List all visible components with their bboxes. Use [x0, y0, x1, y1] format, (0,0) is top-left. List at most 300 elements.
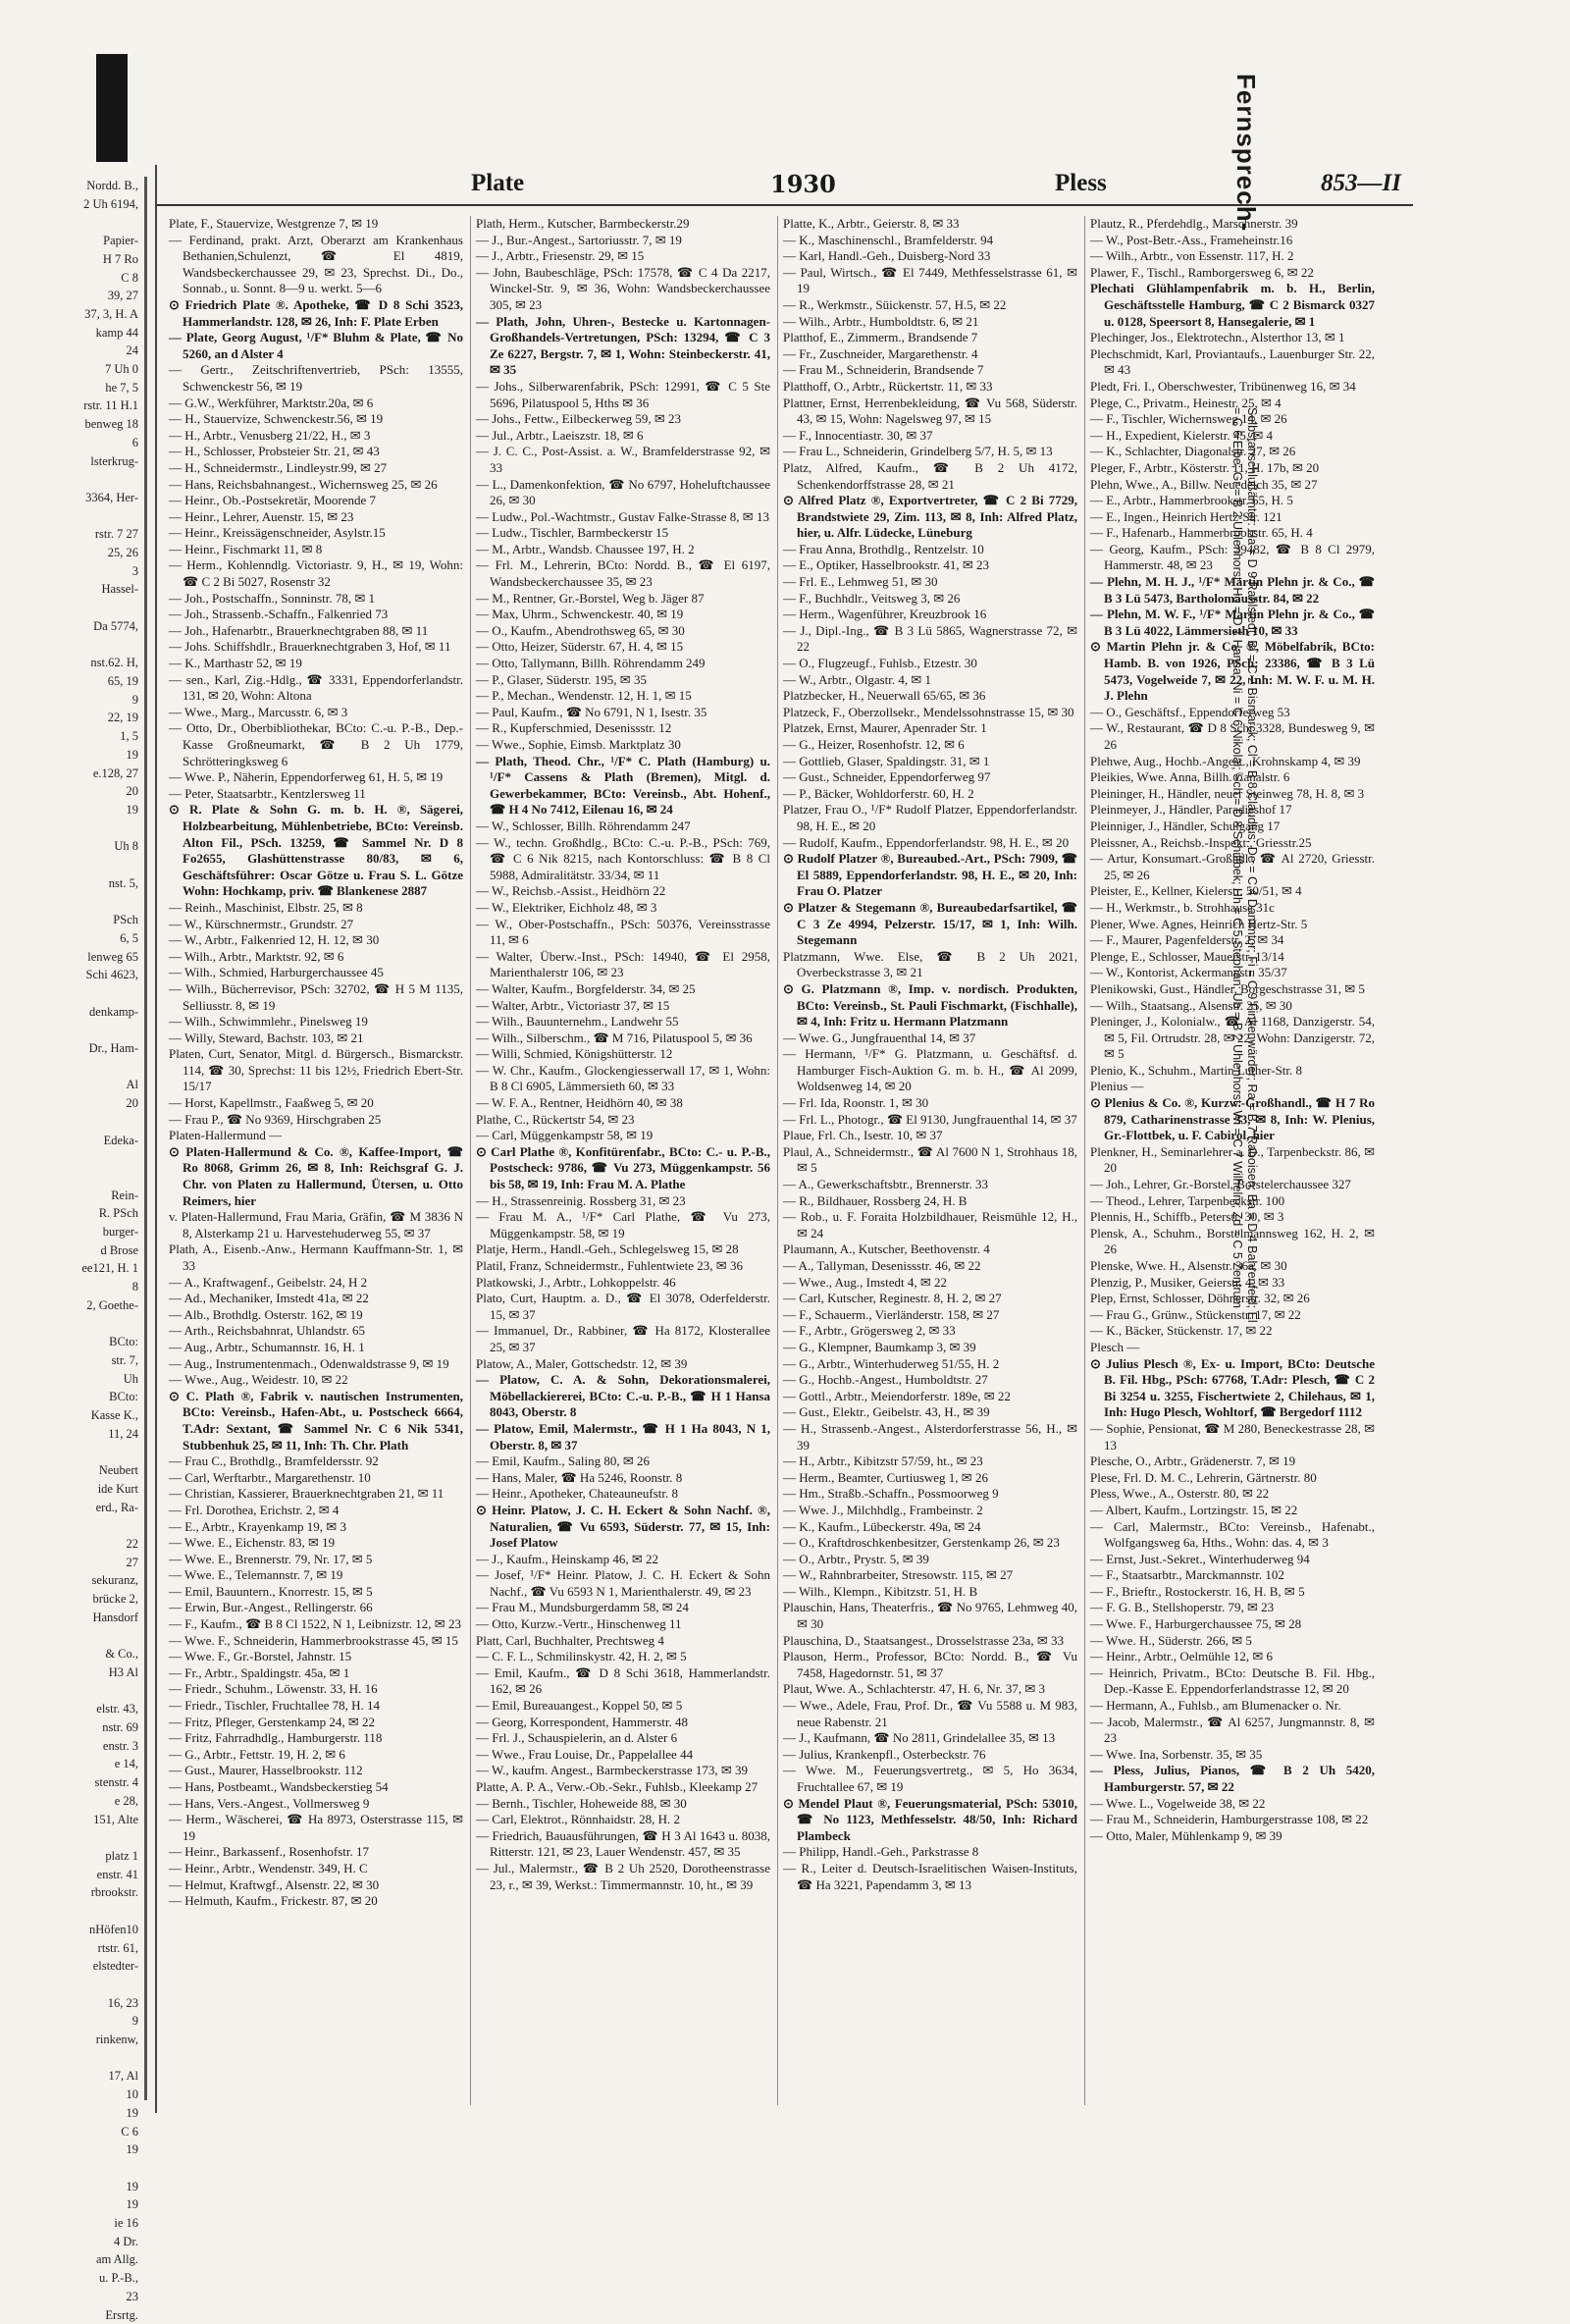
prev-page-line [0, 1902, 138, 1921]
directory-entry: — Frl. Ida, Roonstr. 1, ✉ 30 [783, 1095, 929, 1111]
prev-page-line: 17, Al [108, 2069, 138, 2084]
directory-entry: Pledt, Fri. I., Oberschwester, Tribünenweg 16, ✉ 34 [1090, 378, 1356, 394]
directory-entry: — Wilh., Arbtr., Humboldtstr. 6, ✉ 21 [783, 313, 979, 329]
directory-entry: — Reinh., Maschinist, Elbstr. 25, ✉ 8 [169, 899, 363, 915]
directory-entry: — F., Staatsarbtr., Marckmannstr. 102 [1090, 1567, 1284, 1583]
directory-entry: — Peter, Staatsarbtr., Kentzlersweg 11 [169, 785, 366, 801]
directory-entry: Plechinger, Jos., Elektrotechn., Alsterthor 13, ✉ 1 [1090, 330, 1345, 345]
directory-entry: — Christian, Kassierer, Brauerknechtgraben 21, ✉ 11 [169, 1486, 445, 1502]
directory-entry: — Ernst, Just.-Sekret., Winterhuderweg 94 [1090, 1551, 1310, 1566]
directory-entry: — W., techn. Großhdlg., BCto: C.-u. P.-B., PSch: 769, ☎ C 6 Nik 8215, nach Kontorschluss: ☎ B 8 Cl 5988, Admiralitätstr. 33/34, ✉ 11 [476, 834, 770, 882]
prev-page-line: elstr. 43, [96, 1702, 138, 1717]
directory-entry: — Wwe. F., Harburgerchaussee 75, ✉ 28 [1090, 1616, 1302, 1632]
directory-entry: — Helmut, Kraftwgf., Alsenstr. 22, ✉ 30 [169, 1876, 380, 1892]
directory-entry: — Emil, Bureauangest., Koppel 50, ✉ 5 [476, 1698, 683, 1714]
prev-page-line: Uh [123, 1371, 138, 1386]
directory-entry: ⊙ C. Plath ®, Fabrik v. nautischen Instrumenten, BCto: Vereinsb., Hafen-Abt., u. Postscheck 6664, T.Adr: Sextant, ☎ Sammel Nr. C 6 Nik 5341, Stubbenhuk 25, ✉ 11, Inh: Th. Chr. Plath [169, 1388, 463, 1452]
directory-entry: — F., Brieftr., Rostockerstr. 16, H. B, ✉ 5 [1090, 1583, 1305, 1599]
directory-entry: Pleissner, A., Reichsb.-Inspekt., Griesstr.25 [1090, 834, 1312, 850]
directory-entry: — Jul., Arbtr., Laeiszstr. 18, ✉ 6 [476, 427, 644, 443]
directory-entry: Pleinmeyer, J., Händler, Paradieshof 17 [1090, 802, 1292, 818]
directory-entry: — Friedrich, Bauausführungen, ☎ H 3 Al 1643 u. 8038, Ritterstr. 121, ✉ 23, Lauer Wendenstr. 457, ✉ 35 [476, 1827, 770, 1860]
prev-page-line: 25, 26 [107, 546, 138, 560]
directory-entry: Plate, F., Stauervize, Westgrenze 7, ✉ 19 [169, 216, 379, 231]
directory-entry: Plautz, R., Pferdehdlg., Marschnerstr. 39 [1090, 216, 1298, 231]
prev-page-line: nst. 5, [108, 875, 138, 890]
prev-page-line [0, 1627, 138, 1646]
prev-page-line: 19 [126, 747, 138, 762]
header-first-name: Plate [471, 170, 525, 196]
directory-entry: — Gottlieb, Glaser, Spaldingstr. 31, ✉ 1 [783, 753, 990, 768]
prev-page-line: 4 Dr. [114, 2234, 138, 2248]
directory-entry: — W., Arbtr., Falkenried 12, H. 12, ✉ 30 [169, 932, 380, 948]
directory-entry: — Jacob, Malermstr., ☎ Al 6257, Jungmannstr. 8, ✉ 23 [1090, 1714, 1375, 1746]
directory-entry: — Immanuel, Dr., Rabbiner, ☎ Ha 8172, Klosterallee 25, ✉ 37 [476, 1323, 770, 1354]
directory-entry: Plep, Ernst, Schlosser, Döhnerstr. 32, ✉ 26 [1090, 1291, 1310, 1306]
directory-entry: — Alb., Brothdlg. Osterstr. 162, ✉ 19 [169, 1306, 363, 1322]
prev-page-line: 6, 5 [120, 930, 138, 945]
directory-entry: ⊙ G. Platzmann ®, Imp. v. nordisch. Produkten, BCto: Vereinsb., St. Pauli Fischmarkt, (Fischhalle), ✉ 4, Inh: Fritz u. Hermann Platzmann [783, 980, 1077, 1030]
prev-page-line: enstr. 3 [102, 1738, 138, 1753]
prev-page-line: Hansdorf [92, 1610, 138, 1624]
prev-page-line: rbrookstr. [90, 1885, 138, 1900]
directory-entry: Plenio, K., Schuhm., Martin Luther-Str. 8 [1090, 1062, 1303, 1078]
prev-page-line: Schi 4623, [85, 968, 138, 982]
directory-entry: — Frl. M., Lehrerin, BCto: Nordd. B., ☎ El 6197, Wandsbeckerchaussee 35, ✉ 23 [476, 557, 770, 590]
directory-entry: — H., Arbtr., Kibitzstr 57/59, ht., ✉ 23 [783, 1453, 983, 1469]
directory-entry: — Plath, Theod. Chr., ¹/F* C. Plath (Hamburg) u. ¹/F* Cassens & Plath (Bremen), Mitgl. d. Gewerbekammer, BCto: Vereinsb., Abt. Hohenf., ☎ H 4 No 7412, Eilenau 16, ✉ 24 [476, 753, 770, 818]
directory-entry: — J., Kaufm., Heinskamp 46, ✉ 22 [476, 1551, 659, 1566]
directory-entry: — Wwe., Frau Louise, Dr., Pappelallee 44 [476, 1746, 694, 1762]
directory-entry: — Horst, Kapellmstr., Faaßweg 5, ✉ 20 [169, 1095, 374, 1111]
prev-page-line: stenstr. 4 [94, 1775, 138, 1790]
directory-entry: — W., Ober-Postschaffn., PSch: 50376, Vereinsstrasse 11, ✉ 6 [476, 916, 770, 948]
directory-entry: — O., Arbtr., Prystr. 5, ✉ 39 [783, 1551, 929, 1566]
directory-entry: Plenzig, P., Musiker, Geierstr. 4, ✉ 33 [1090, 1274, 1285, 1290]
prev-page-line: 39, 27 [107, 289, 138, 303]
directory-entry: — R., Kupferschmied, Desenissstr. 12 [476, 720, 672, 736]
directory-entry: — Aug., Arbtr., Schumannstr. 16, H. 1 [169, 1339, 365, 1354]
prev-page-line [0, 1021, 138, 1039]
prev-page-line: Rein- [111, 1188, 138, 1202]
directory-entry: Pless, Wwe., A., Osterstr. 80, ✉ 22 [1090, 1486, 1270, 1502]
prev-page-line: platz 1 [105, 1848, 138, 1863]
directory-entry: Platje, Herm., Handl.-Geh., Schlegelsweg 15, ✉ 28 [476, 1241, 739, 1257]
directory-entry: — Wwe. G., Jungfrauenthal 14, ✉ 37 [783, 1030, 976, 1045]
prev-page-line [0, 1828, 138, 1847]
directory-entry: Pleister, E., Kellner, Kielerstr. 50/51, ✉ 4 [1090, 883, 1302, 899]
directory-entry: — Johs. Schiffshdlr., Brauerknechtgraben 3, Hof, ✉ 11 [169, 639, 451, 655]
previous-page-fragment [0, 177, 147, 2322]
directory-entry: — Wwe., Sophie, Eimsb. Marktplatz 30 [476, 737, 681, 752]
directory-entry: — Wwe., Aug., Weidestr. 10, ✉ 22 [169, 1372, 348, 1388]
directory-entry: Plenske, Wwe. H., Alsenstr. 36a, ✉ 30 [1090, 1258, 1287, 1273]
directory-entry: — F., Tischler, Wichernsweg 14, ✉ 26 [1090, 411, 1287, 427]
directory-entry: — Fr., Zuschneider, Margarethenstr. 4 [783, 345, 978, 361]
directory-entry: — Heinr., Ob.-Postsekretär, Moorende 7 [169, 493, 377, 508]
directory-entry: — F., Arbtr., Grögersweg 2, ✉ 33 [783, 1323, 956, 1339]
prev-page-line: C 8 [121, 270, 138, 285]
directory-entry: Plawer, F., Tischl., Ramborgersweg 6, ✉ 22 [1090, 264, 1314, 280]
directory-entry: — M., Rentner, Gr.-Borstel, Weg b. Jäger 87 [476, 590, 705, 606]
directory-entry: — P., Bäcker, Wohldorferstr. 60, H. 2 [783, 785, 974, 801]
directory-entry: Platzer, Frau O., ¹/F* Rudolf Platzer, Eppendorferlandstr. 98, H. E., ✉ 20 [783, 802, 1077, 833]
directory-entry: — Gust., Maurer, Hasselbrookstr. 112 [169, 1763, 363, 1778]
directory-entry: Platzeck, F., Oberzollsekr., Mendelssohnstrasse 15, ✉ 30 [783, 704, 1074, 719]
prev-page-line: d Brose [100, 1242, 138, 1257]
directory-entry: — Frau M. A., ¹/F* Carl Plathe, ☎ Vu 273, Müggenkampstr. 58, ✉ 19 [476, 1209, 770, 1241]
directory-entry: — Herm., Wagenführer, Kreuzbrook 16 [783, 607, 987, 622]
prev-page-line: 19 [126, 2105, 138, 2120]
directory-entry: — Heinr., Barkassenf., Rosenhofstr. 17 [169, 1844, 370, 1860]
directory-entry: — Wwe., Adele, Frau, Prof. Dr., ☎ Vu 5588 u. M 983, neue Rabenstr. 21 [783, 1698, 1077, 1729]
directory-entry: — Hm., Straßb.-Schaffn., Possmoorweg 9 [783, 1486, 999, 1502]
directory-entry: Pleininger, H., Händler, neuer Steinweg 78, H. 8, ✉ 3 [1090, 785, 1365, 801]
directory-entry: Plauschina, D., Staatsangest., Drosselstrasse 23a, ✉ 33 [783, 1632, 1065, 1648]
directory-entry: — Joh., Postschaffn., Sonninstr. 78, ✉ 1 [169, 590, 375, 606]
prev-page-line: 2 Uh 6194, [83, 196, 138, 211]
directory-entry: — Frl. Dorothea, Erichstr. 2, ✉ 4 [169, 1502, 340, 1517]
directory-entry: Plathe, C., Rückertstr 54, ✉ 23 [476, 1111, 635, 1127]
directory-entry: — Platow, C. A. & Sohn, Dekorationsmalerei, Möbellackiererei, BCto: C.-u. P.-B., ☎ H 1 Hansa 8043, Oberstr. 8 [476, 1372, 770, 1420]
directory-entry: — W. F. A., Rentner, Heidhörn 40, ✉ 38 [476, 1095, 683, 1111]
directory-entry: — F., Innocentiastr. 30, ✉ 37 [783, 427, 933, 443]
prev-page-line: 22, 19 [107, 711, 138, 725]
directory-entry: ⊙ Platen-Hallermund & Co. ®, Kaffee-Import, ☎ Ro 8068, Grimm 26, ✉ 8, Inh: Reichsgraf G. J. Chr. von Platen zu Hallermund, Ütersen, u. Otto Reimers, hier [169, 1143, 463, 1208]
directory-entry: Plenius — [1090, 1079, 1144, 1094]
directory-entry: — Heinrich, Privatm., BCto: Deutsche B. Fil. Hbg., Dep.-Kasse E. Eppendorferlandstrasse 12, ✉ 20 [1090, 1664, 1375, 1697]
prev-page-line [0, 2159, 138, 2178]
directory-entry: — W., Arbtr., Olgastr. 4, ✉ 1 [783, 671, 932, 687]
directory-entry: — Walter, Kaufm., Borgfelderstr. 34, ✉ 25 [476, 980, 696, 996]
directory-entry: Platkowski, J., Arbtr., Lohkoppelstr. 46 [476, 1274, 676, 1290]
directory-entry: ⊙ Mendel Plaut ®, Feuerungsmaterial, PSch: 53010, ☎ No 1123, Methfesselstr. 48/50, Inh: Richard Plambeck [783, 1795, 1077, 1843]
directory-entry: — Gertr., Zeitschriftenvertrieb, PSch: 13555, Schwenckestr 56, ✉ 19 [169, 362, 463, 394]
directory-entry: — Herm., Beamter, Curtiusweg 1, ✉ 26 [783, 1469, 988, 1485]
directory-entry: — Hans, Maler, ☎ Ha 5246, Roonstr. 8 [476, 1469, 683, 1485]
header-page-number: 853—II [1321, 170, 1401, 196]
prev-page-line: lsterkrug- [90, 453, 138, 468]
directory-entry: — F., Kaufm., ☎ B 8 Cl 1522, N 1, Leibnizstr. 12, ✉ 23 [169, 1616, 461, 1632]
directory-entry: — Theod., Lehrer, Tarpenbeckstr. 100 [1090, 1192, 1285, 1208]
prev-page-line: 19 [126, 2197, 138, 2212]
directory-entry: — E., Ingen., Heinrich Hertz-Str. 121 [1090, 508, 1282, 524]
prev-page-line: Neubert [98, 1463, 138, 1478]
directory-entry: Platz, Alfred, Kaufm., ☎ B 2 Uh 4172, Schenkendorffstrasse 28, ✉ 21 [783, 459, 1077, 492]
prev-page-line: Nordd. B., [86, 179, 138, 192]
directory-entry: — Heinr., Lehrer, Auenstr. 15, ✉ 23 [169, 508, 354, 524]
prev-page-line: sekuranz, [91, 1573, 138, 1588]
side-tab-legend: Selbstanschlußämter: Ha = D 9 Rahlstedt; Bl = C 2 Bismarck; Cl = B 8 Claudius; De = C 4 Dammtor; Fi = C 9 Finkenwärder; Ra = B 7 Raboisen; Ba = D 4 Bahrenfeld; El = C 6 Elbe; Gr = B 2 Uhlenhorst; Ho = D 1 Hansa; Ni = C 6 Nikolai; Sch = D 8 Schiffbek; Hh = C 5 Stephan; Ub = B 2 Uhlenhorst; Wi = C 7 Wilhelm; Zd = C 5 Zentrum [1230, 407, 1259, 1323]
directory-entry: — Frau G., Grünw., Stückenstr. 17, ✉ 22 [1090, 1306, 1301, 1322]
directory-entry: — Plehn, M. W. F., ¹/F* Martin Plehn jr. & Co., ☎ B 3 Lü 4022, Lämmersieth 10, ✉ 33 [1090, 607, 1375, 638]
directory-entry: — G.W., Werkführer, Marktstr.20a, ✉ 6 [169, 395, 374, 410]
directory-entry: Pleinniger, J., Händler, Schulgang 17 [1090, 818, 1281, 833]
directory-entry: — Johs., Fettw., Eilbeckerweg 59, ✉ 23 [476, 411, 681, 427]
prev-page-line: BCto: [109, 1390, 138, 1404]
column-2 [476, 216, 770, 2105]
prev-page-line: kamp 44 [95, 325, 138, 340]
prev-page-line [0, 636, 138, 655]
prev-page-line: PSch [113, 913, 138, 927]
directory-entry: — O., Kraftdroschkenbesitzer, Gerstenkamp 26, ✉ 23 [783, 1535, 1060, 1551]
prev-page-line [0, 1058, 138, 1077]
directory-entry: — Herm., Kohlenndlg. Victoriastr. 9, H., ✉ 19, Wohn: ☎ C 2 Bi 5027, Rosenstr 32 [169, 557, 463, 590]
directory-entry: — Otto, Heizer, Süderstr. 67, H. 4, ✉ 15 [476, 639, 684, 655]
prev-page-line [0, 1682, 138, 1701]
directory-entry: Platzek, Ernst, Maurer, Apenrader Str. 1 [783, 720, 987, 736]
directory-entry: — Carl, Müggenkampstr 58, ✉ 19 [476, 1128, 654, 1143]
directory-entry: — Erwin, Bur.-Angest., Rellingerstr. 66 [169, 1600, 373, 1615]
directory-entry: — Heinr., Apotheker, Chateauneufstr. 8 [476, 1486, 678, 1502]
prev-page-line: rtstr. 61, [97, 1940, 138, 1955]
directory-entry: — H., Schneidermstr., Lindleystr.99, ✉ 27 [169, 459, 388, 475]
prev-page-line: e.128, 27 [92, 766, 138, 780]
prev-page-line: 65, 19 [107, 673, 138, 688]
prev-page-line: 20 [126, 1096, 138, 1111]
directory-entry: — Wwe. E., Telemannstr. 7, ✉ 19 [169, 1567, 343, 1583]
directory-entry: Platow, A., Maler, Gottschedstr. 12, ✉ 39 [476, 1355, 688, 1371]
prev-page-line [0, 984, 138, 1003]
directory-entry: — W., kaufm. Angest., Barmbeckerstrasse 173, ✉ 39 [476, 1763, 748, 1778]
directory-entry: Pleninger, J., Kolonialw., ☎ Al 1168, Danzigerstr. 54, ✉ 5, Fil. Ortrudstr. 28, ✉ 22, Wohn: Danzigerstr. 72, ✉ 5 [1090, 1014, 1375, 1062]
directory-entry: ⊙ Plenius & Co. ®, Kurzw.-Großhandl., ☎ H 7 Ro 879, Catharinenstrasse 33, ✉ 8, Inh: W. Plenius, Gr.-Flottbek, u. F. Cabirol, hier [1090, 1095, 1375, 1143]
directory-entry: — Albert, Kaufm., Lortzingstr. 15, ✉ 22 [1090, 1502, 1298, 1517]
directory-entry: — E., Arbtr., Hammerbrookstr. 65, H. 5 [1090, 493, 1293, 508]
directory-entry: Plauschin, Hans, Theaterfris., ☎ No 9765, Lehmweg 40, ✉ 30 [783, 1600, 1077, 1632]
prev-page-line: 37, 3, H. A [84, 306, 138, 321]
prev-page-line: 151, Alte [93, 1812, 138, 1826]
prev-page-line: 20 [126, 784, 138, 799]
directory-entry: ⊙ Julius Plesch ®, Ex- u. Import, BCto: Deutsche B. Fil. Hbg., PSch: 67768, T.Adr: Plesch, ☎ C 2 Bi 3254 u. 3255, Fischertwiete 2, Chilehaus, ✉ 1, Inh: Hugo Plesch, Wohltorf, ☎ Bergedorf 1112 [1090, 1355, 1375, 1420]
directory-entry: — Karl, Handl.-Geh., Duisberg-Nord 33 [783, 248, 991, 264]
directory-entry: — Frl. L., Photogr., ☎ El 9130, Jungfrauenthal 14, ✉ 37 [783, 1111, 1077, 1127]
column-divider [470, 216, 471, 2105]
directory-entry: — John, Baubeschläge, PSch: 17578, ☎ C 4 Da 2217, Winckel-Str. 9, ✉ 36, Wohn: Wandsbeckerchaussee 305, ✉ 23 [476, 264, 770, 312]
directory-entry: — Frl. J., Schauspielerin, an d. Alster 6 [476, 1730, 678, 1746]
directory-entry: — Paul, Kaufm., ☎ No 6791, N 1, Isestr. 35 [476, 704, 707, 719]
column-1 [169, 216, 463, 2105]
directory-entry: ⊙ Rudolf Platzer ®, Bureaubed.-Art., PSch: 7909, ☎ El 5889, Eppendorferlandstr. 98, H. E., ✉ 20, Inh: Frau O. Platzer [783, 851, 1077, 899]
directory-entry: Plensk, A., Schuhm., Borstelmannsweg 162, H. 2, ✉ 26 [1090, 1225, 1375, 1257]
column-3 [783, 216, 1077, 2105]
directory-entry: — W., Kontorist, Ackermannstr. 35/37 [1090, 965, 1287, 980]
directory-entry: — W. Chr., Kaufm., Glockengiesserwall 17, ✉ 1, Wohn: B 8 Cl 6905, Lämmersieth 60, ✉ 33 [476, 1062, 770, 1094]
directory-entry: Plenkner, H., Seminarlehrer a. D., Tarpenbeckstr. 86, ✉ 20 [1090, 1143, 1375, 1176]
directory-entry: — Otto, Dr., Oberbibliothekar, BCto: C.-u. P.-B., Dep.-Kasse Großneumarkt, ☎ B 2 Uh 1779, Schrötteringksweg 6 [169, 720, 463, 768]
prev-page-line: rstr. 7 27 [94, 527, 138, 542]
directory-entry: — Ludw., Tischler, Barmbeckerstr 15 [476, 525, 669, 541]
directory-entry: — Hermann, A., Fuhlsb., am Blumenacker o. Nr. [1090, 1698, 1341, 1714]
directory-entry: — Jul., Malermstr., ☎ B 2 Uh 2520, Dorotheenstrasse 23, r., ✉ 39, Werkst.: Timmermannstr. 10, ht., ✉ 39 [476, 1860, 770, 1892]
directory-entry: — Walter, Arbtr., Victoriastr 37, ✉ 15 [476, 997, 670, 1013]
directory-entry: — G., Arbtr., Fettstr. 19, H. 2, ✉ 6 [169, 1746, 345, 1762]
prev-page-line: 9 [131, 2014, 138, 2029]
prev-page-line: brücke 2, [92, 1592, 138, 1607]
directory-entry: — J., Kaufmann, ☎ No 2811, Grindelallee 35, ✉ 13 [783, 1730, 1056, 1746]
directory-entry: — Plath, John, Uhren-, Bestecke u. Kartonnagen-Großhandels-Vertretungen, PSch: 13294, ☎ C 3 Ze 6227, Bergstr. 7, ✉ 1, Wohn: Steinbeckerstr. 41, ✉ 35 [476, 313, 770, 378]
prev-page-line: 19 [126, 2142, 138, 2157]
prev-page-line: 1, 5 [120, 729, 138, 744]
prev-page-line [0, 1113, 138, 1132]
directory-entry: — Sophie, Pensionat, ☎ M 280, Beneckestrasse 28, ✉ 13 [1090, 1420, 1375, 1452]
prev-page-line: 24 [126, 343, 138, 358]
prev-page-line: lenweg 65 [87, 949, 138, 964]
directory-entry: — R., Bildhauer, Rossberg 24, H. B [783, 1192, 968, 1208]
directory-entry: — L., Damenkonfektion, ☎ No 6797, Hoheluftchaussee 26, ✉ 30 [476, 476, 770, 508]
directory-entry: — M., Arbtr., Wandsb. Chaussee 197, H. 2 [476, 541, 695, 556]
directory-entry: — H., Stauervize, Schwenckestr.56, ✉ 19 [169, 411, 384, 427]
directory-entry: — W., Elektriker, Eichholz 48, ✉ 3 [476, 899, 657, 915]
directory-entry: — Gottl., Arbtr., Meiendorferstr. 189e, ✉ 22 [783, 1388, 1011, 1403]
directory-entry: — Wilh., Schmied, Harburgerchaussee 45 [169, 965, 384, 980]
directory-entry: — Hermann, ¹/F* G. Platzmann, u. Geschäftsf. d. Hamburger Fisch-Auktion G. m. b. H., ☎ Al 2099, Woldsenweg 14, ✉ 20 [783, 1046, 1077, 1094]
prev-page-line: Edeka- [103, 1133, 138, 1147]
prev-page-line: 19 [126, 802, 138, 817]
directory-entry: — Artur, Konsumart.-Großhdl., ☎ Al 2720, Griesstr. 25, ✉ 26 [1090, 851, 1375, 882]
directory-entry: Plaumann, A., Kutscher, Beethovenstr. 4 [783, 1241, 990, 1257]
directory-entry: — Frau Anna, Brothdlg., Rentzelstr. 10 [783, 541, 984, 556]
directory-entry: — G., Hochb.-Angest., Humboldtstr. 27 [783, 1372, 988, 1388]
directory-entry: Platt, Carl, Buchhalter, Prechtsweg 4 [476, 1632, 664, 1648]
directory-entry: — Wilh., Silberschm., ☎ M 716, Pilatuspool 5, ✉ 36 [476, 1030, 753, 1045]
directory-entry: Plauson, Herm., Professor, BCto: Nordd. B., ☎ Vu 7458, Hagedornstr. 51, ✉ 37 [783, 1649, 1077, 1680]
prev-page-line [0, 1516, 138, 1535]
directory-entry: — H., Schlosser, Probsteier Str. 21, ✉ 43 [169, 444, 380, 459]
directory-entry: — Willi, Schmied, Königshütterstr. 12 [476, 1046, 673, 1062]
directory-entry: — sen., Karl, Zig.-Hdlg., ☎ 3331, Eppendorferlandstr. 131, ✉ 20, Wohn: Altona [169, 671, 463, 704]
directory-entry: — Ad., Mechaniker, Imstedt 41a, ✉ 22 [169, 1291, 369, 1306]
directory-entry: — H., Expedient, Kielerstr. 45, ✉ 4 [1090, 427, 1273, 443]
prev-page-line [0, 892, 138, 911]
directory-entry: — Emil, Kaufm., ☎ D 8 Schi 3618, Hammerlandstr. 162, ✉ 26 [476, 1664, 770, 1697]
directory-entry: — Fritz, Pfleger, Gerstenkamp 24, ✉ 22 [169, 1714, 376, 1729]
directory-entry: — F., Schauerm., Vierländerstr. 158, ✉ 27 [783, 1306, 1000, 1322]
directory-entry: Platen, Curt, Senator, Mitgl. d. Bürgersch., Bismarckstr. 114, ☎ 30, Sprechst: 11 bis 12½, Friedrich Ebert-Str. 15/17 [169, 1046, 463, 1094]
prev-page-line: u. P.-B., [99, 2271, 138, 2286]
directory-entry: Pleikies, Wwe. Anna, Billh. Canalstr. 6 [1090, 769, 1290, 785]
directory-entry: Plattner, Ernst, Herrenbekleidung, ☎ Vu 568, Süderstr. 43, ✉ 15, Wohn: Nagelsweg 97, ✉ 15 [783, 395, 1077, 427]
prev-page-line [0, 599, 138, 617]
directory-entry: Platte, A. P. A., Verw.-Ob.-Sekr., Fuhlsb., Kleekamp 27 [476, 1779, 759, 1794]
directory-entry: Plath, A., Eisenb.-Anw., Hermann Kauffmann-Str. 1, ✉ 33 [169, 1241, 463, 1273]
directory-entry: — P., Mechan., Wendenstr. 12, H. 1, ✉ 15 [476, 688, 692, 704]
directory-entry: — Wwe. P., Näherin, Eppendorferweg 61, H. 5, ✉ 19 [169, 769, 444, 785]
prev-page-line: & Co., [105, 1647, 138, 1662]
directory-entry: Plehn, Wwe., A., Billw. Neuedeich 35, ✉ 27 [1090, 476, 1318, 492]
directory-entry: — Rudolf, Kaufm., Eppendorferlandstr. 98, H. E., ✉ 20 [783, 834, 1070, 850]
prev-page-line [0, 856, 138, 874]
prev-page-line: 27 [126, 1555, 138, 1569]
directory-entry: Platzmann, Wwe. Else, ☎ B 2 Uh 2021, Overbeckstrasse 3, ✉ 21 [783, 948, 1077, 980]
directory-entry: — Wilh., Bauunternehm., Landwehr 55 [476, 1014, 679, 1030]
directory-entry: — Joh., Strassenb.-Schaffn., Falkenried 73 [169, 607, 389, 622]
directory-entry: — Josef, ¹/F* Heinr. Platow, J. C. H. Eckert & Sohn Nachf., ☎ Vu 6593 N 1, Marienthalerstr. 49, ✉ 23 [476, 1567, 770, 1599]
prev-page-line [0, 1444, 138, 1462]
directory-entry: — E., Arbtr., Krayenkamp 19, ✉ 3 [169, 1518, 346, 1534]
directory-entry: — Johs., Silberwarenfabrik, PSch: 12991, ☎ C 5 Ste 5696, Pilatuspool 5, Hths ✉ 36 [476, 378, 770, 410]
directory-entry: Plesch — [1090, 1339, 1140, 1354]
prev-page-line: 2, Goethe- [86, 1297, 138, 1312]
directory-entry: ⊙ Carl Plathe ®, Konfitürenfabr., BCto: C.- u. P.-B., Postscheck: 9786, ☎ Vu 273, Müggenkampstr. 56 bis 58, ✉ 19, Inh: Frau M. A. Plathe [476, 1143, 770, 1192]
directory-entry: — Frau C., Brothdlg., Bramfeldersstr. 92 [169, 1453, 379, 1469]
directory-entry: Platthoff, O., Arbtr., Rückertstr. 11, ✉ 33 [783, 378, 993, 394]
prev-page-line: Dr., Ham- [88, 1041, 138, 1056]
scan-edge-bar [96, 54, 128, 162]
directory-entry: — O., Geschäftsf., Eppendorferweg 53 [1090, 704, 1290, 719]
directory-entry: — Ludw., Pol.-Wachtmstr., Gustav Falke-Strasse 8, ✉ 13 [476, 508, 769, 524]
prev-page-line [0, 1149, 138, 1168]
directory-entry: — Heinr., Arbtr., Oelmühle 12, ✉ 6 [1090, 1649, 1274, 1664]
directory-entry: — Frau L., Schneiderin, Grindelberg 5/7, H. 5, ✉ 13 [783, 444, 1053, 459]
directory-entry: Plechschmidt, Karl, Proviantaufs., Lauenburger Str. 22, ✉ 43 [1090, 345, 1375, 378]
directory-entry: — Wwe. L., Vogelweide 38, ✉ 22 [1090, 1795, 1266, 1811]
directory-entry: — Herm., Wäscherei, ☎ Ha 8973, Osterstrasse 115, ✉ 19 [169, 1812, 463, 1843]
prev-page-line: 3364, Her- [85, 490, 138, 504]
directory-entry: — Frau M., Schneiderin, Brandsende 7 [783, 362, 984, 378]
directory-entry: — Paul, Wirtsch., ☎ El 7449, Methfesselstrasse 61, ✉ 19 [783, 264, 1077, 296]
directory-entry: Plato, Curt, Hauptm. a. D., ☎ El 3078, Oderfelderstr. 15, ✉ 37 [476, 1291, 770, 1322]
directory-entry: — G., Klempner, Baumkamp 3, ✉ 39 [783, 1339, 976, 1354]
directory-entry: — Arth., Reichsbahnrat, Uhlandstr. 65 [169, 1323, 366, 1339]
directory-entry: — P., Glaser, Süderstr. 195, ✉ 35 [476, 671, 647, 687]
directory-entry: — Willy, Steward, Bachstr. 103, ✉ 21 [169, 1030, 364, 1045]
directory-entry: — Wwe. E., Eichenstr. 83, ✉ 19 [169, 1535, 336, 1551]
column-divider [1084, 216, 1085, 2105]
directory-entry: Plaue, Frl. Ch., Isestr. 10, ✉ 37 [783, 1128, 943, 1143]
prev-page-line: BCto: [109, 1335, 138, 1349]
directory-entry: — Otto, Tallymann, Billh. Röhrendamm 249 [476, 656, 706, 671]
directory-entry: — O., Kaufm., Abendrothsweg 65, ✉ 30 [476, 622, 685, 638]
directory-entry: — J., Arbtr., Friesenstr. 29, ✉ 15 [476, 248, 645, 264]
directory-entry: — E., Optiker, Hasselbrookstr. 41, ✉ 23 [783, 557, 990, 573]
directory-entry: — K., Bäcker, Stückenstr. 17, ✉ 22 [1090, 1323, 1273, 1339]
directory-entry: — Frau M., Schneiderin, Hamburgerstrasse 108, ✉ 22 [1090, 1812, 1369, 1827]
directory-entry: Plennis, H., Schiffb., Peterstr. 30, ✉ 3 [1090, 1209, 1284, 1225]
directory-entry: — Heinr., Arbtr., Wendenstr. 349, H. C [169, 1860, 368, 1875]
prev-page-line: Papier- [103, 234, 138, 248]
directory-entry: — Wilh., Klempn., Kibitzstr. 51, H. B [783, 1583, 978, 1599]
directory-entry: — K., Kaufm., Lübeckerstr. 49a, ✉ 24 [783, 1518, 981, 1534]
prev-page-line: 19 [126, 2179, 138, 2193]
directory-entry: — Wwe. F., Schneiderin, Hammerbrookstrasse 45, ✉ 15 [169, 1632, 458, 1648]
directory-entry: — Wwe. M., Feuerungsvertretg., ✉ 5, Ho 3634, Fruchtallee 67, ✉ 19 [783, 1763, 1077, 1794]
directory-entry: — Walter, Überw.-Inst., PSch: 14940, ☎ El 2958, Marienthalerstr 106, ✉ 23 [476, 948, 770, 980]
directory-entry: — Joh., Lehrer, Gr.-Borstel, Borstelerchaussee 327 [1090, 1177, 1351, 1192]
prev-page-line: nstr. 69 [102, 1720, 138, 1735]
directory-entry: — Frl. E., Lehmweg 51, ✉ 30 [783, 574, 938, 590]
directory-entry: — J., Dipl.-Ing., ☎ B 3 Lü 5865, Wagnerstrasse 72, ✉ 22 [783, 622, 1077, 655]
prev-page-line [0, 507, 138, 526]
directory-entry: — Wwe. H., Süderstr. 266, ✉ 5 [1090, 1632, 1252, 1648]
directory-entry: ⊙ Heinr. Platow, J. C. H. Eckert & Sohn Nachf. ®, Naturalien, ☎ Vu 6593, Süderstr. 77, ✉ 15, Inh: Josef Platow [476, 1502, 770, 1551]
prev-page-line: H3 Al [108, 1664, 138, 1679]
prev-page-line: enstr. 41 [96, 1867, 138, 1881]
prev-page-line: R. PSch [98, 1206, 138, 1221]
directory-entry: Plath, Herm., Kutscher, Barmbeckerstr.29 [476, 216, 690, 231]
directory-entry: — Gust., Elektr., Geibelstr. 43, H., ✉ 39 [783, 1404, 990, 1420]
directory-entry: — Wilh., Bücherrevisor, PSch: 32702, ☎ H 5 M 1135, Selliusstr. 8, ✉ 19 [169, 980, 463, 1013]
directory-entry: — K., Schlachter, Diagonalstr. 27, ✉ 26 [1090, 444, 1296, 459]
directory-entry: — W., Post-Betr.-Ass., Frameheinstr.16 [1090, 232, 1293, 247]
directory-entry: — G., Arbtr., Winterhuderweg 51/55, H. 2 [783, 1355, 1000, 1371]
prev-page-line: erd., Ra- [95, 1500, 138, 1514]
directory-entry: — H., Werkmstr., b. Strohhause 31c [1090, 899, 1275, 915]
prev-page-line: str. 7, [111, 1353, 138, 1367]
prev-page-line: Al [126, 1078, 138, 1092]
directory-entry: — Helmuth, Kaufm., Frickestr. 87, ✉ 20 [169, 1893, 378, 1909]
directory-entry: — Pless, Julius, Pianos, ☎ B 2 Uh 5420, Hamburgerstr. 57, ✉ 22 [1090, 1763, 1375, 1794]
